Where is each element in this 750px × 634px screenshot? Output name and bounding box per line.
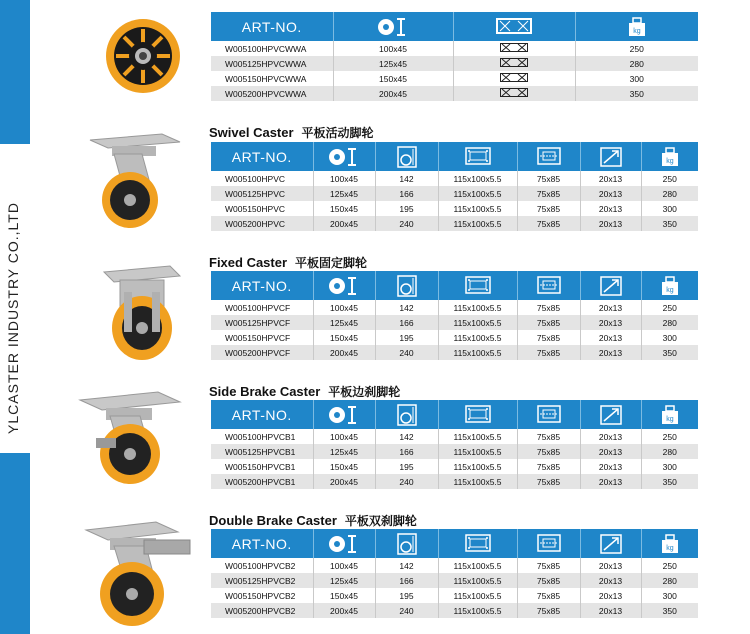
wheel-size-cell: 100x45	[313, 558, 375, 573]
table-row	[211, 573, 698, 588]
svg-text:kg: kg	[666, 415, 674, 423]
load-cell: 350	[641, 474, 698, 489]
bolt-hole-cell: 20x13	[580, 216, 641, 231]
top-plate-cell: 115x100x5.5	[438, 459, 517, 474]
load-icon	[641, 529, 698, 558]
art-no-cell: W005200HPVCB2	[211, 603, 313, 618]
wheel-size-cell: 150x45	[313, 459, 375, 474]
load-cell: 280	[641, 573, 698, 588]
overall-height-cell: 166	[375, 573, 438, 588]
bolt-hole-cell: 20x13	[580, 330, 641, 345]
bolt-spacing-cell: 75x85	[517, 345, 580, 360]
bolt-hole-size-icon	[580, 529, 641, 558]
art-no-cell: W005150HPVCB2	[211, 588, 313, 603]
art-no-cell: W005100HPVCB2	[211, 558, 313, 573]
wheel-size-icon	[333, 12, 453, 41]
company-name: YLCASTER INDUSTRY CO.,LTD	[5, 202, 21, 434]
bolt-spacing-cell: 75x85	[517, 201, 580, 216]
table-row	[211, 186, 698, 201]
bolt-hole-cell: 20x13	[580, 171, 641, 186]
table-header	[211, 529, 698, 558]
table-header	[211, 271, 698, 300]
roller-bearing-icon	[500, 58, 528, 67]
side-brake-caster-table	[211, 400, 698, 489]
load-cell: 250	[629, 43, 644, 54]
overall-height-cell: 142	[375, 300, 438, 315]
table-row	[211, 300, 698, 315]
wheel-size-cell: 100x45	[313, 171, 375, 186]
top-plate-icon	[438, 529, 517, 558]
bolt-hole-cell: 20x13	[580, 459, 641, 474]
bolt-hole-cell: 20x13	[580, 588, 641, 603]
art-no-cell: W005125HPVCF	[211, 315, 313, 330]
overall-height-cell: 195	[375, 201, 438, 216]
load-cell: 280	[575, 56, 698, 71]
top-plate-cell: 115x100x5.5	[438, 216, 517, 231]
bolt-spacing-cell: 75x85	[517, 444, 580, 459]
load-cell: 280	[641, 315, 698, 330]
overall-height-cell: 240	[375, 216, 438, 231]
load-cell: 300	[662, 332, 677, 343]
bolt-hole-size-icon	[580, 142, 641, 171]
table-row	[211, 588, 698, 603]
art-no-cell: W005200HPVCF	[211, 345, 313, 360]
load-cell: 250	[662, 173, 677, 184]
bolt-spacing-cell: 75x85	[517, 300, 580, 315]
wheel-size-cell: 150x45	[313, 588, 375, 603]
wheel-size-cell: 200x45	[313, 474, 375, 489]
top-plate-cell: 115x100x5.5	[438, 558, 517, 573]
table-row	[211, 56, 698, 71]
section-title-fixed: Fixed Caster 平板固定脚轮	[209, 255, 368, 270]
table-row	[211, 216, 698, 231]
top-plate-cell: 115x100x5.5	[438, 444, 517, 459]
bolt-hole-cell: 20x13	[580, 573, 641, 588]
top-plate-icon	[438, 271, 517, 300]
wheel-size-cell: 150x45	[313, 201, 375, 216]
fixed-caster-table	[211, 271, 698, 360]
table-row	[211, 86, 698, 101]
overall-height-icon	[375, 400, 438, 429]
overall-height-cell: 166	[375, 186, 438, 201]
wheel-size-cell: 150x45	[313, 330, 375, 345]
bolt-spacing-cell: 75x85	[517, 588, 580, 603]
bolt-hole-spacing-icon	[517, 271, 580, 300]
table-row	[211, 201, 698, 216]
swivel-caster-table	[211, 142, 698, 231]
wheel-size-icon	[313, 142, 375, 171]
top-plate-icon	[438, 400, 517, 429]
wheel-spec-table	[211, 12, 698, 101]
overall-height-cell: 195	[375, 588, 438, 603]
load-cell: 280	[641, 186, 698, 201]
table-row	[211, 558, 698, 573]
svg-text:kg: kg	[666, 544, 674, 552]
bolt-spacing-cell: 75x85	[517, 429, 580, 444]
bolt-hole-cell: 20x13	[580, 300, 641, 315]
wheel-size-cell: 200x45	[333, 86, 453, 101]
top-plate-cell: 115x100x5.5	[438, 315, 517, 330]
load-icon	[641, 271, 698, 300]
table-row	[211, 345, 698, 360]
bolt-hole-cell: 20x13	[580, 474, 641, 489]
art-no-cell: W005100HPVC	[211, 171, 313, 186]
overall-height-cell: 240	[375, 345, 438, 360]
table-row	[211, 71, 698, 86]
double-brake-caster-image	[84, 518, 194, 630]
overall-height-cell: 142	[375, 171, 438, 186]
top-plate-cell: 115x100x5.5	[438, 429, 517, 444]
table-row	[211, 41, 698, 56]
top-plate-cell: 115x100x5.5	[438, 186, 517, 201]
overall-height-icon	[375, 529, 438, 558]
art-no-header: ART-NO.	[211, 529, 313, 558]
load-cell: 300	[662, 203, 677, 214]
bearing-cell	[453, 56, 575, 71]
load-cell: 250	[662, 302, 677, 313]
wheel-size-cell: 125x45	[333, 56, 453, 71]
art-no-cell: W005100HPVCB1	[211, 429, 313, 444]
bolt-hole-cell: 20x13	[580, 201, 641, 216]
table-row	[211, 315, 698, 330]
bearing-cell	[453, 41, 575, 56]
art-no-cell: W005200HPVCWWA	[211, 86, 333, 101]
wheel-size-cell: 100x45	[333, 41, 453, 56]
bearing-icon	[453, 12, 575, 41]
wheel-image	[103, 15, 183, 97]
wheel-size-icon	[313, 529, 375, 558]
top-plate-cell: 115x100x5.5	[438, 588, 517, 603]
overall-height-cell: 195	[375, 459, 438, 474]
load-cell: 350	[575, 86, 698, 101]
bolt-hole-cell: 20x13	[580, 603, 641, 618]
table-row	[211, 459, 698, 474]
art-no-header: ART-NO.	[211, 142, 313, 171]
wheel-size-cell: 125x45	[313, 315, 375, 330]
bolt-hole-spacing-icon	[517, 400, 580, 429]
bolt-spacing-cell: 75x85	[517, 330, 580, 345]
overall-height-cell: 142	[375, 558, 438, 573]
table-header	[211, 400, 698, 429]
svg-text:kg: kg	[666, 157, 674, 165]
top-plate-cell: 115x100x5.5	[438, 474, 517, 489]
art-no-cell: W005125HPVCWWA	[211, 56, 333, 71]
overall-height-icon	[375, 271, 438, 300]
wheel-size-cell: 100x45	[313, 429, 375, 444]
load-cell: 350	[641, 345, 698, 360]
top-plate-cell: 115x100x5.5	[438, 330, 517, 345]
sidebar-accent-top	[0, 0, 30, 144]
wheel-size-cell: 125x45	[313, 444, 375, 459]
overall-height-cell: 240	[375, 603, 438, 618]
load-cell: 300	[662, 590, 677, 601]
bolt-hole-cell: 20x13	[580, 429, 641, 444]
art-no-cell: W005200HPVCB1	[211, 474, 313, 489]
overall-height-cell: 166	[375, 315, 438, 330]
section-title-swivel: Swivel Caster 平板活动脚轮	[209, 125, 374, 140]
overall-height-cell: 195	[375, 330, 438, 345]
bolt-spacing-cell: 75x85	[517, 558, 580, 573]
overall-height-cell: 166	[375, 444, 438, 459]
art-no-cell: W005125HPVCB1	[211, 444, 313, 459]
roller-bearing-icon	[500, 43, 528, 52]
top-plate-cell: 115x100x5.5	[438, 603, 517, 618]
art-no-header: ART-NO.	[211, 400, 313, 429]
wheel-size-cell: 200x45	[313, 216, 375, 231]
art-no-header: ART-NO.	[211, 12, 333, 41]
bolt-spacing-cell: 75x85	[517, 603, 580, 618]
bolt-hole-spacing-icon	[517, 529, 580, 558]
top-plate-cell: 115x100x5.5	[438, 573, 517, 588]
bolt-hole-cell: 20x13	[580, 315, 641, 330]
wheel-size-cell: 100x45	[313, 300, 375, 315]
wheel-size-cell: 125x45	[313, 573, 375, 588]
bolt-spacing-cell: 75x85	[517, 315, 580, 330]
overall-height-cell: 240	[375, 474, 438, 489]
art-no-cell: W005125HPVCB2	[211, 573, 313, 588]
art-no-cell: W005100HPVCF	[211, 300, 313, 315]
bearing-cell	[453, 71, 575, 86]
load-cell: 250	[662, 431, 677, 442]
table-header	[211, 12, 698, 41]
overall-height-cell: 142	[375, 429, 438, 444]
top-plate-cell: 115x100x5.5	[438, 201, 517, 216]
roller-bearing-icon	[500, 88, 528, 97]
bolt-spacing-cell: 75x85	[517, 573, 580, 588]
load-icon	[575, 12, 698, 41]
bolt-hole-size-icon	[580, 271, 641, 300]
wheel-size-cell: 125x45	[313, 186, 375, 201]
section-title-side-brake: Side Brake Caster 平板边刹脚轮	[209, 384, 401, 399]
bolt-hole-spacing-icon	[517, 142, 580, 171]
art-no-cell: W005150HPVCF	[211, 330, 313, 345]
sidebar	[0, 0, 30, 634]
overall-height-icon	[375, 142, 438, 171]
art-no-cell: W005150HPVC	[211, 201, 313, 216]
bolt-spacing-cell: 75x85	[517, 216, 580, 231]
table-row	[211, 171, 698, 186]
double-brake-caster-table	[211, 529, 698, 618]
side-brake-caster-image	[76, 388, 182, 488]
top-plate-cell: 115x100x5.5	[438, 171, 517, 186]
top-plate-cell: 115x100x5.5	[438, 345, 517, 360]
wheel-size-cell: 200x45	[313, 603, 375, 618]
bolt-spacing-cell: 75x85	[517, 171, 580, 186]
load-cell: 300	[629, 73, 644, 84]
bolt-hole-size-icon	[580, 400, 641, 429]
bolt-spacing-cell: 75x85	[517, 459, 580, 474]
table-header	[211, 142, 698, 171]
bolt-hole-cell: 20x13	[580, 558, 641, 573]
bolt-spacing-cell: 75x85	[517, 474, 580, 489]
art-no-cell: W005200HPVC	[211, 216, 313, 231]
art-no-cell: W005100HPVCWWA	[211, 41, 333, 56]
bolt-hole-cell: 20x13	[580, 444, 641, 459]
wheel-size-icon	[313, 400, 375, 429]
bolt-spacing-cell: 75x85	[517, 186, 580, 201]
roller-bearing-icon	[500, 73, 528, 82]
top-plate-icon	[438, 142, 517, 171]
wheel-size-cell: 200x45	[313, 345, 375, 360]
svg-text:kg: kg	[633, 27, 641, 35]
bearing-cell	[453, 86, 575, 101]
bolt-hole-cell: 20x13	[580, 186, 641, 201]
table-row	[211, 429, 698, 444]
table-row	[211, 603, 698, 618]
sidebar-accent-bottom	[0, 453, 30, 634]
wheel-size-icon	[313, 271, 375, 300]
art-no-cell: W005150HPVCWWA	[211, 71, 333, 86]
table-row	[211, 444, 698, 459]
svg-text:kg: kg	[666, 286, 674, 294]
load-cell: 350	[641, 216, 698, 231]
section-title-double-brake: Double Brake Caster 平板双刹脚轮	[209, 513, 417, 528]
art-no-cell: W005125HPVC	[211, 186, 313, 201]
load-cell: 350	[641, 603, 698, 618]
load-cell: 300	[662, 461, 677, 472]
art-no-cell: W005150HPVCB1	[211, 459, 313, 474]
swivel-caster-image	[82, 130, 182, 230]
bolt-hole-cell: 20x13	[580, 345, 641, 360]
table-row	[211, 474, 698, 489]
load-icon	[641, 142, 698, 171]
fixed-caster-image	[100, 262, 182, 364]
table-row	[211, 330, 698, 345]
art-no-header: ART-NO.	[211, 271, 313, 300]
wheel-size-cell: 150x45	[333, 71, 453, 86]
top-plate-cell: 115x100x5.5	[438, 300, 517, 315]
load-cell: 280	[641, 444, 698, 459]
load-icon	[641, 400, 698, 429]
load-cell: 250	[662, 560, 677, 571]
